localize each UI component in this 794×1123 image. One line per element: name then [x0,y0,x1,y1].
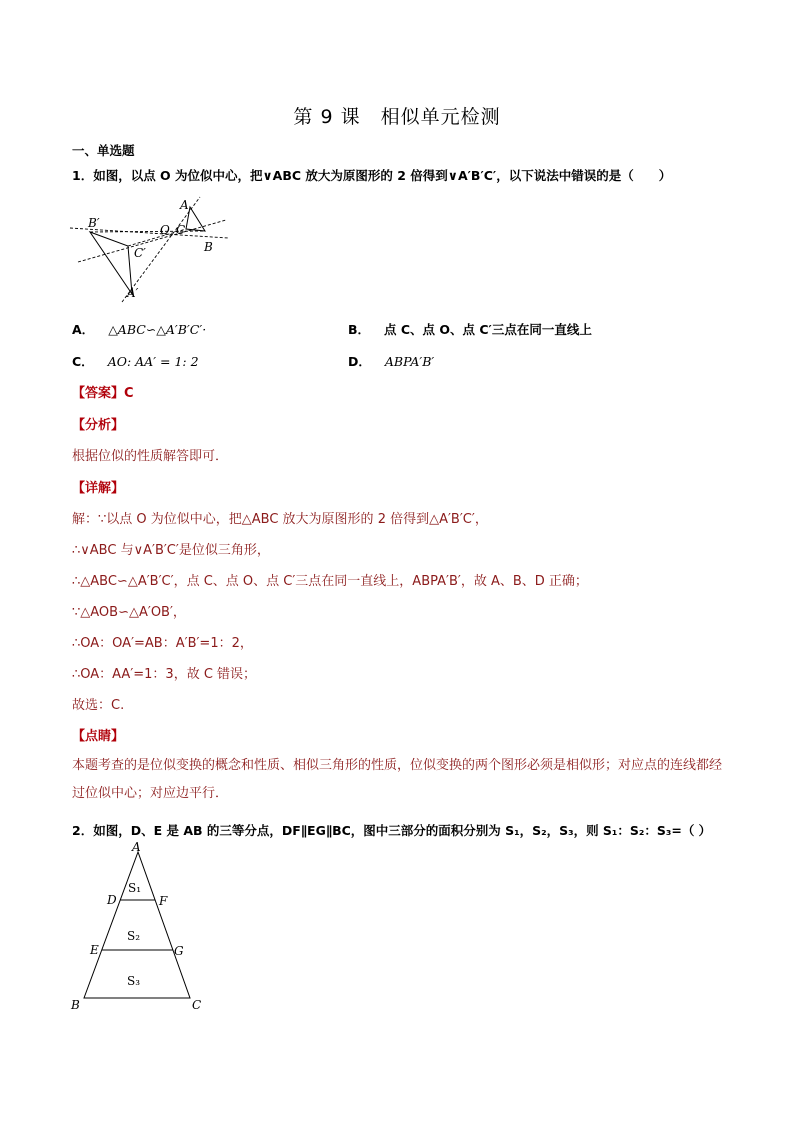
option-b-text: 点 C、点 O、点 C′三点在同一直线上 [384,322,592,337]
label-s3: S₃ [127,974,141,988]
comment-label: 【点睛】 [72,729,125,744]
option-a-letter: A． [72,322,95,337]
detail-line-6: ∴OA：AA′=1：3，故 C 错误； [72,667,257,682]
answer-label: 【答案】 [72,386,125,401]
detail-label: 【详解】 [72,481,125,496]
option-c-letter: C． [72,354,94,369]
detail-line-3: ∴△ABC∽△A′B′C′，点 C、点 O、点 C′三点在同一直线上，ABPA′B′，故 A、B、D 正确； [72,574,588,589]
analysis-text: 根据位似的性质解答即可． [72,449,229,464]
answer-row [72,382,134,401]
page-title: 第 9 课 相似单元检测 [293,106,501,128]
option-d-text: ABPA′B′ [384,354,435,369]
question-2-figure [66,840,216,1016]
label-a: A [132,840,141,854]
answer-value: C [124,386,134,401]
label-b: B [71,998,80,1012]
label-d: D [107,893,117,907]
option-c-text: AO: AA′ = 1: 2 [107,354,199,369]
label-f: F [159,894,168,908]
label-s1: S₁ [128,881,142,895]
detail-line-5: ∴OA：OA′=AB：A′B′=1：2， [72,636,253,651]
detail-line-1: 解：∵以点 O 为位似中心，把△ABC 放大为原图形的 2 倍得到△A′B′C′， [72,512,488,527]
label-c: C [192,998,202,1012]
option-b-letter: B． [348,322,371,337]
detail-line-4: ∵△AOB∽△A′OB′， [72,605,186,620]
label-c: C [176,223,186,237]
label-e: E [90,943,99,957]
label-b-prime: B′ [88,216,100,230]
section-heading: 一、单选题 [72,143,135,158]
label-c-prime: C′ [134,246,146,260]
option-a [72,320,206,338]
analysis-label: 【分析】 [72,418,125,433]
comment-text: 本题考查的是位似变换的概念和性质、相似三角形的性质，位似变换的两个图形必须是相似形；对应点的连线都经过位似中心；对应边平行． [72,758,723,801]
question-1-stem: 1．如图，以点 O 为位似中心，把∨ABC 放大为原图形的 2 倍得到∨A′B′C′，以下说法中错误的是（ ） [72,168,672,183]
label-g: G [174,944,184,958]
question-1-figure [68,192,238,310]
option-d-letter: D． [348,354,371,369]
option-c [72,352,199,370]
label-b: B [204,240,213,254]
detail-line-2: ∴∨ABC 与∨A′B′C′是位似三角形， [72,543,270,558]
label-s2: S₂ [127,929,141,943]
option-d [348,352,434,370]
label-a-prime: A′ [127,286,139,300]
label-o: O [160,223,170,237]
question-2-stem: 2．如图，D、E 是 AB 的三等分点，DF∥EG∥BC，图中三部分的面积分别为 S₁，S₂，S₃，则 S₁：S₂：S₃=（ ） [72,823,712,838]
label-a: A [180,198,189,212]
option-b [348,320,592,338]
option-a-text: △ABC∽△A′B′C′· [108,322,207,337]
detail-line-7: 故选：C. [72,698,125,713]
